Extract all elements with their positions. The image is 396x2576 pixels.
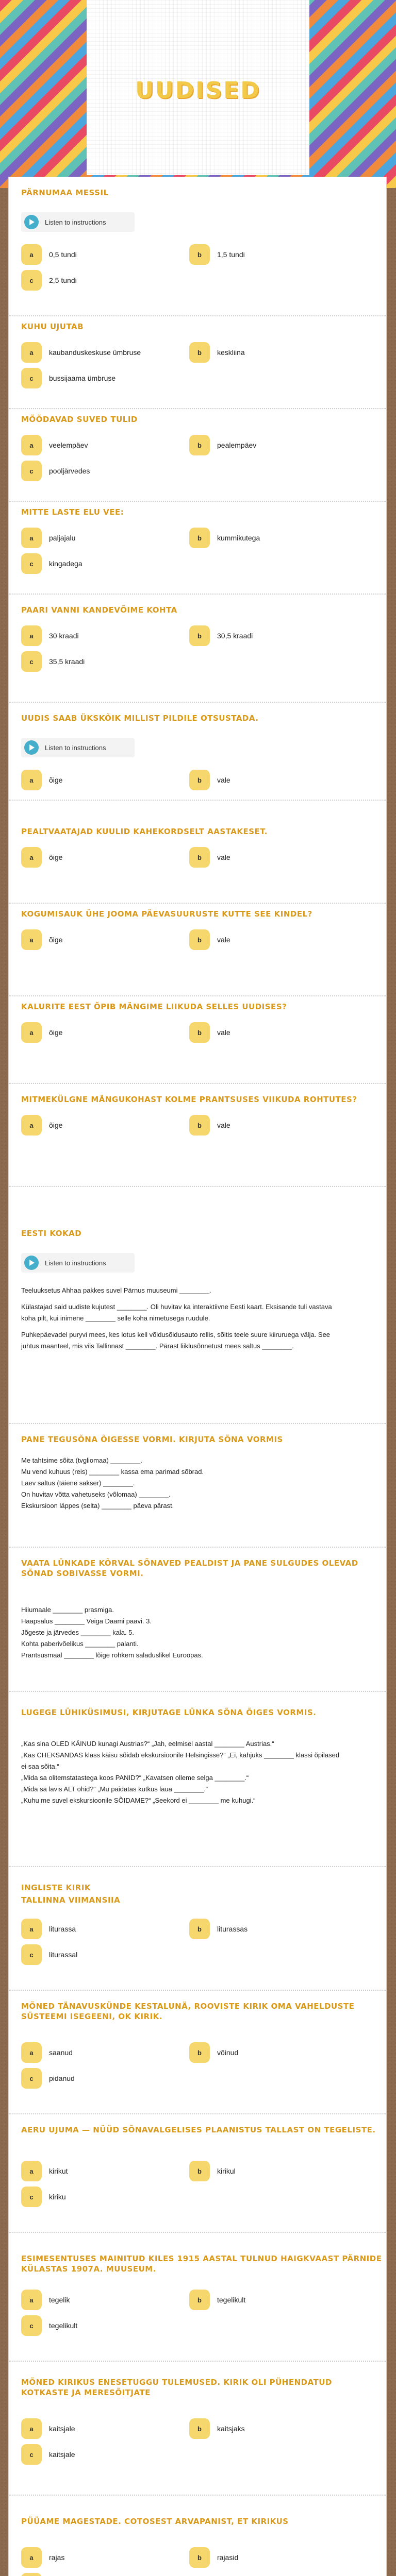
- option-text: pidanud: [49, 2074, 75, 2082]
- answer-option[interactable]: [189, 1115, 349, 1136]
- fill-line: Prantsusmaal ________ lõige rohkem saladuslikel Euroopas.: [21, 1651, 203, 1659]
- paragraph-text: Puhkepäevadel puryvi mees, kes lotus kell võidusõidusauto rellis, sõitis teele suure kiiruruega välja. See juhtus maanteel, mis viis Tallinnast ________. Pärast liiklusõnnetust mees saltus ________.: [21, 1331, 331, 1350]
- answer-option[interactable]: [21, 1115, 181, 1136]
- fill-lines: [21, 1738, 341, 1806]
- option-text: õige: [49, 853, 63, 861]
- answer-option[interactable]: [189, 2547, 349, 2568]
- option-letter: b: [189, 1919, 210, 1939]
- paragraph-text: Teeluuksetus Ahhaa pakkes suvel Pärnus muuseumi ________.: [21, 1286, 211, 1294]
- question-text: UUDIS SAAB ÜKSKÕIK MILLIST PILDILE OTSUSTADA.: [21, 714, 259, 723]
- answer-option[interactable]: [189, 528, 349, 548]
- option-text: vale: [217, 1121, 230, 1129]
- option-text: kirikut: [49, 2167, 68, 2175]
- question-block: [9, 2125, 386, 2233]
- answer-option[interactable]: [21, 435, 181, 455]
- fill-line: „Kas CHEKSANDAS klass käisu sõidab ekskursioonile Helsingisse?“ „Ei, kahjuks ________ klassi õpilased ei saa sõita.“: [21, 1751, 340, 1770]
- fill-line: „Kas sina OLED KÄINUD kunagi Austrias?“ „Jah, eelmisel aastal ________ Austrias.“: [21, 1740, 274, 1748]
- option-text: tegelikult: [217, 2296, 246, 2304]
- option-letter: c: [21, 2444, 42, 2465]
- listen-label: Listen to instructions: [45, 1259, 106, 1267]
- option-letter: a: [21, 244, 42, 265]
- answer-option[interactable]: [21, 553, 181, 574]
- option-letter: a: [21, 435, 42, 455]
- question-text: ESIMESENTUSES MAINITUD KILES 1915 AASTAL TULNUD HAIGKVAAST PÄRNIDE KÜLASTAS 1907A. MUUSEUM.: [21, 2254, 382, 2274]
- listen-button[interactable]: [21, 212, 135, 232]
- fill-line: „Kuhu me suvel ekskursioonile SÕIDAME?“ „Seekord ei ________ me kuhugi.“: [21, 1797, 256, 1804]
- option-letter: a: [21, 342, 42, 363]
- option-text: 2,5 tundi: [49, 276, 77, 284]
- fill-line: On huvitav võtta vahetuseks (võlomaa) ________.: [21, 1490, 171, 1498]
- question-text: PÄRNUMAA MESSIL: [21, 188, 109, 197]
- option-letter: b: [189, 2290, 210, 2310]
- fill-line: Ekskursioon läppes (selta) ________ päeva pärast.: [21, 1502, 174, 1510]
- question-block: [9, 507, 386, 595]
- option-text: paljajalu: [49, 534, 76, 542]
- question-text: PANE TEGUSÕNA ÕIGESSE VORMI. KIRJUTA SÕNA VORMIS: [21, 1435, 283, 1444]
- answer-option[interactable]: [21, 2315, 181, 2336]
- option-letter: b: [189, 625, 210, 646]
- option-text: vale: [217, 936, 230, 944]
- answer-option[interactable]: [189, 1022, 349, 1043]
- listen-label: Listen to instructions: [45, 218, 106, 226]
- answer-option[interactable]: [21, 2418, 181, 2439]
- question-block: [9, 909, 386, 996]
- fill-line: Kohta paberivõelikus ________ palanti.: [21, 1640, 139, 1648]
- option-text: kaitsjale: [49, 2450, 75, 2459]
- question-block: [9, 1002, 386, 1084]
- answer-option[interactable]: [189, 2161, 349, 2181]
- option-text: õige: [49, 1121, 63, 1129]
- question-block: [9, 1707, 386, 1867]
- page-title: UUDISED: [135, 77, 261, 104]
- option-text: 0,5 tundi: [49, 250, 77, 259]
- option-letter: b: [189, 2418, 210, 2439]
- option-text: 30 kraadi: [49, 632, 79, 640]
- option-text: vale: [217, 1028, 230, 1037]
- option-text: rajas: [49, 2553, 65, 2562]
- option-text: 35,5 kraadi: [49, 657, 85, 666]
- option-letter: c: [21, 368, 42, 388]
- question-block: [9, 1094, 386, 1187]
- option-text: liturassal: [49, 1951, 78, 1959]
- answer-option[interactable]: [21, 2444, 181, 2465]
- title-card: [87, 0, 309, 175]
- question-block: [9, 2001, 386, 2114]
- fill-line: „Mida sa olitemstatastega koos PANID?“ „Kavatsen olleme selga ________.“: [21, 1774, 249, 1782]
- answer-option[interactable]: [189, 625, 349, 646]
- option-letter: b: [189, 847, 210, 868]
- answer-option[interactable]: [21, 528, 181, 548]
- worksheet: [8, 177, 387, 2576]
- option-letter: a: [21, 2547, 42, 2568]
- option-text: pealempäev: [217, 441, 257, 449]
- answer-option[interactable]: [21, 368, 181, 388]
- question-block: [9, 188, 386, 316]
- question-text: VAATA LÜNKADE KÕRVAL SÕNAVED PEALDIST JA PANE SULGUDES OLEVAD SÕNAD SOBIVASSE VORMI.: [21, 1558, 358, 1578]
- answer-option[interactable]: [21, 770, 181, 790]
- answer-option[interactable]: [189, 2042, 349, 2063]
- answer-option[interactable]: [21, 2042, 181, 2063]
- question-block: [9, 321, 386, 409]
- answer-option[interactable]: [189, 435, 349, 455]
- option-letter: b: [189, 1022, 210, 1043]
- option-text: õige: [49, 936, 63, 944]
- option-letter: a: [21, 1022, 42, 1043]
- answer-option[interactable]: [21, 244, 181, 265]
- fill-line: Me tahtsime sõita (tvgliomaa) ________.: [21, 1456, 142, 1464]
- option-text: rajasid: [217, 2553, 239, 2562]
- play-icon: [24, 1256, 39, 1270]
- fill-lines: [21, 1604, 341, 1661]
- play-icon: [24, 215, 39, 229]
- question-text: AERU UJUMA — NÜÜD SÕNAVALGELISES PLAANISTUS TALLAST ON TEGELISTE.: [21, 2125, 376, 2134]
- question-block: [9, 713, 386, 801]
- question-text: KUHU UJUTAB: [21, 322, 84, 331]
- play-icon: [24, 740, 39, 755]
- question-block: [9, 2377, 386, 2496]
- option-text: kirikul: [217, 2167, 236, 2175]
- question-text: MÕNED KIRIKUS ENESETUGGU TULEMUSED. KIRIK OLI PÜHENDATUD KOTKASTE JA MERESÕITJATE: [21, 2378, 332, 2397]
- option-letter: a: [21, 2290, 42, 2310]
- option-letter: c: [21, 2187, 42, 2207]
- option-letter: a: [21, 847, 42, 868]
- option-text: bussijaama ümbruse: [49, 374, 116, 382]
- answer-option[interactable]: [189, 770, 349, 790]
- option-text: veelempäev: [49, 441, 88, 449]
- option-text: vale: [217, 776, 230, 784]
- option-text: 1,5 tundi: [217, 250, 245, 259]
- option-text: 30,5 kraadi: [217, 632, 253, 640]
- answer-option[interactable]: [21, 2573, 181, 2576]
- option-letter: c: [21, 2068, 42, 2089]
- fill-line: Mu vend kuhuus (reis) ________ kassa ema parimad sõbrad.: [21, 1468, 204, 1476]
- option-text: kummikutega: [217, 534, 260, 542]
- answer-option[interactable]: [189, 847, 349, 868]
- question-block: [9, 1434, 386, 1548]
- answer-option[interactable]: [21, 342, 181, 363]
- option-text: võinud: [217, 2048, 239, 2057]
- option-letter: a: [21, 770, 42, 790]
- option-letter: b: [189, 435, 210, 455]
- answer-option[interactable]: [21, 2068, 181, 2089]
- listen-button[interactable]: [21, 738, 135, 757]
- question-text: LUGEGE LÜHIKÜSIMUSI, KIRJUTAGE LÜNKA SÕNA ÕIGES VORMIS.: [21, 1708, 317, 1717]
- answer-option[interactable]: [21, 461, 181, 481]
- question-text: PÜÜAME MAGESTADE. COTOSEST ARVAPANIST, ET KIRIKUS: [21, 2517, 289, 2526]
- fill-lines: [21, 1455, 341, 1512]
- answer-option[interactable]: [189, 2418, 349, 2439]
- option-letter: b: [189, 2042, 210, 2063]
- option-letter: b: [189, 2161, 210, 2181]
- option-text: kiriku: [49, 2193, 66, 2201]
- option-text: vale: [217, 853, 230, 861]
- answer-option[interactable]: [21, 2187, 181, 2207]
- answer-option[interactable]: [21, 2161, 181, 2181]
- question-text: EESTI KOKAD: [21, 1229, 82, 1238]
- option-letter: a: [21, 625, 42, 646]
- fill-line: Haapsalus ________ Veiga Daami paavi. 3.: [21, 1617, 152, 1625]
- question-text: MÕNED TÄNAVUSKÜNDE KESTALUNÄ, ROOVISTE KIRIK OMA VAHELDUSTE SÜSTEEMI ISEGEENI, OK KIRIK.: [21, 2002, 355, 2021]
- paragraph: [21, 1285, 341, 1357]
- answer-option[interactable]: [21, 1919, 181, 1939]
- answer-option[interactable]: [21, 2547, 181, 2568]
- option-letter: a: [21, 1919, 42, 1939]
- option-letter: b: [189, 2547, 210, 2568]
- option-letter: c: [21, 461, 42, 481]
- answer-option[interactable]: [21, 625, 181, 646]
- option-letter: b: [189, 770, 210, 790]
- question-block: [9, 1558, 386, 1692]
- question-block: [9, 826, 386, 904]
- question-text: MITTE LASTE ELU VEE:: [21, 507, 124, 517]
- question-text: PAARI VANNI KANDEVÕIME KOHTA: [21, 605, 177, 615]
- answer-option[interactable]: [21, 1022, 181, 1043]
- option-text: keskliina: [217, 348, 245, 357]
- option-letter: [21, 2573, 42, 2576]
- question-block: [9, 414, 386, 502]
- question-block: [9, 2516, 386, 2576]
- answer-option[interactable]: [189, 342, 349, 363]
- listen-label: Listen to instructions: [45, 743, 106, 752]
- option-text: õige: [49, 1028, 63, 1037]
- option-text: saanud: [49, 2048, 73, 2057]
- option-text: kaitsjaks: [217, 2425, 245, 2433]
- option-letter: a: [21, 2161, 42, 2181]
- answer-option[interactable]: [189, 1919, 349, 1939]
- option-letter: a: [21, 2042, 42, 2063]
- option-letter: a: [21, 929, 42, 950]
- listen-button[interactable]: [21, 1253, 135, 1273]
- question-block: [9, 1228, 386, 1424]
- option-letter: a: [21, 2418, 42, 2439]
- fill-line: Hiiumaale ________ prasmiga.: [21, 1606, 114, 1614]
- option-text: kaitsjale: [49, 2425, 75, 2433]
- answer-option[interactable]: [21, 270, 181, 291]
- question-block: [9, 2253, 386, 2362]
- question-text: KALURITE EEST ÕPIB MÄNGIME LIIKUDA SELLES UUDISES?: [21, 1002, 287, 1011]
- option-text: tegelik: [49, 2296, 70, 2304]
- option-text: liturassa: [49, 1925, 76, 1933]
- fill-line: „Mida sa lavis ALT ohid?“ „Mu paidatas kutkus laua ________.“: [21, 1785, 208, 1793]
- option-letter: a: [21, 1115, 42, 1136]
- option-letter: c: [21, 2315, 42, 2336]
- option-text: tegelikult: [49, 2321, 78, 2330]
- option-letter: b: [189, 1115, 210, 1136]
- answer-option[interactable]: [21, 847, 181, 868]
- question-text: KOGUMISAUK ÜHE JOOMA PÄEVASUURUSTE KUTTE SEE KINDEL?: [21, 909, 312, 919]
- answer-option[interactable]: [21, 929, 181, 950]
- question-subtitle: TALLINNA VIIMANSIIA: [21, 1895, 121, 1905]
- question-block: [9, 1883, 386, 1991]
- fill-line: Laev saltus (täiene sakser) ________.: [21, 1479, 135, 1487]
- option-text: liturassas: [217, 1925, 248, 1933]
- question-text: PEALTVAATAJAD KUULID KAHEKORDSELT AASTAKESET.: [21, 827, 268, 836]
- option-letter: c: [21, 651, 42, 672]
- option-text: kingadega: [49, 560, 82, 568]
- option-text: õige: [49, 776, 63, 784]
- option-letter: c: [21, 270, 42, 291]
- fill-line: Jõgeste ja järvedes ________ kala. 5.: [21, 1629, 134, 1636]
- option-text: pooljärvedes: [49, 467, 90, 475]
- answer-option[interactable]: [21, 1944, 181, 1965]
- answer-option[interactable]: [189, 2290, 349, 2310]
- option-letter: b: [189, 929, 210, 950]
- paragraph-text: Külastajad said uudiste kujutest ________. Oli huvitav ka interaktiivne Eesti kaart. Eksisande tuli vastava koha pilt, kui inimene ________ selle koha nimetusega ruudule.: [21, 1303, 332, 1322]
- question-text: INGLISTE KIRIK: [21, 1883, 91, 1892]
- option-letter: b: [189, 244, 210, 265]
- answer-option[interactable]: [189, 244, 349, 265]
- option-letter: b: [189, 342, 210, 363]
- answer-option[interactable]: [21, 2290, 181, 2310]
- option-letter: b: [189, 528, 210, 548]
- option-letter: a: [21, 528, 42, 548]
- option-text: kaubanduskeskuse ümbruse: [49, 348, 141, 357]
- answer-option[interactable]: [21, 651, 181, 672]
- option-letter: c: [21, 1944, 42, 1965]
- option-letter: c: [21, 553, 42, 574]
- answer-option[interactable]: [189, 929, 349, 950]
- question-text: MITMEKÜLGNE MÄNGUKOHAST KOLME PRANTSUSES VIIKUDA ROHTUTES?: [21, 1095, 357, 1104]
- question-block: [9, 605, 386, 703]
- header-banner: [0, 0, 396, 188]
- question-text: MÕÕDAVAD SUVED TULID: [21, 415, 138, 424]
